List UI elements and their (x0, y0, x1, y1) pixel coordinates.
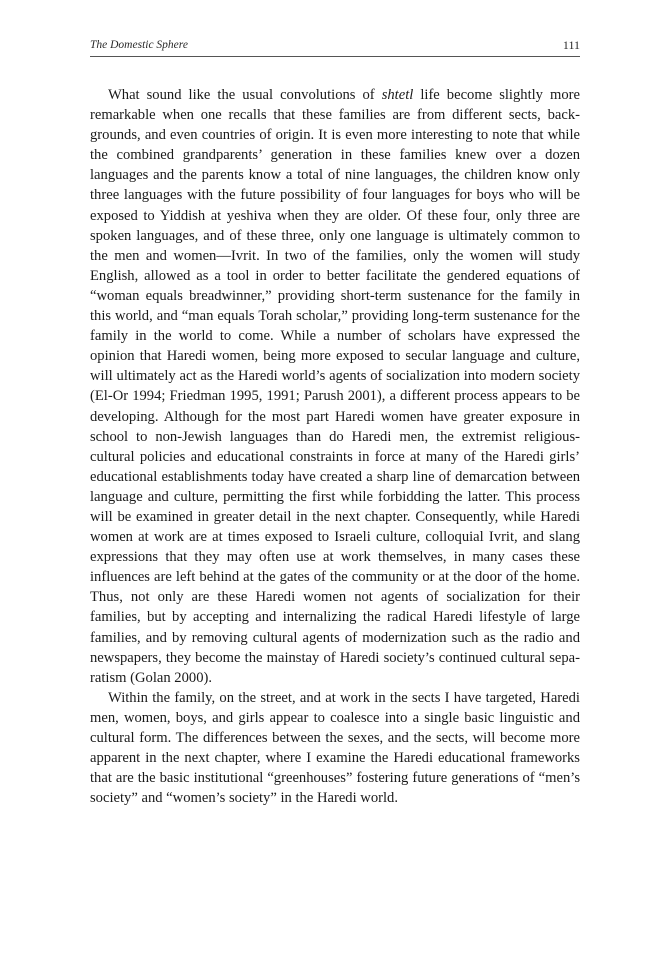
paragraph-1 (90, 85, 580, 688)
paragraph-2: Within the family, on the street, and at work in the sects I have targeted, Haredi men, women, boys, and girls appear to coalesce into a single basic linguistic and cultural form. The differences between the sexes, and the sects, will become more apparent in the next chapter, where I examine the Haredi educational frameworks that are the basic institutional “greenhouses” fostering future generations of “men’s society” and “women’s society” in the Haredi world. (90, 689, 580, 807)
page-number: 111 (562, 38, 580, 52)
paragraph-1-lead: What sound like the usual convolutions of (108, 87, 382, 103)
paragraph-1-body: life become slightly more remarkable when one recalls that these families are from different sects, backgrounds, and even countries of origin. It is even more interesting to note that while the combined grandparents’ generation in these families knew over a dozen languages and the parents know a total of nine languages, the children know only three languages with the future possibility of four languages for boys who will be exposed to Yiddish at yeshiva when they are older. Of these four, only three are spoken languages, and of these three, only one language is ultimately common to the men and women—Ivrit. In two of the families, only the women will study English, allowed as a tool in order to better facilitate the gendered equations of “woman equals breadwinner,” providing short-term sustenance for the family in this world, and “man equals Torah scholar,” providing long-term sustenance for the family in the world to come. While a number of scholars have expressed the opinion that Haredi women, being more exposed to secular language and culture, will ultimately act as the Haredi world’s agents of socialization into modern society (El-Or 1994; Friedman 1995, 1991; Parush 2001), a different process appears to be developing. Although for the most part Haredi women have greater exposure in school to non-Jewish languages than do Haredi men, the extremist religious-cultural policies and educational constraints in force at many of the Haredi girls’ educational establishments today have created a sharp line of demarcation between language and culture, permitting the first while forbidding the latter. This process will be examined in greater detail in the next chapter. Consequently, while Haredi women at work are at times exposed to Israeli culture, colloquial Ivrit, and slang expressions that they may often use at work themselves, in many cases these influences are left behind at the gates of the community or at the door of the home. Thus, not only are these Haredi women not agents of socialization for their families, but by accepting and internalizing the radical Haredi lifestyle of large families, and by removing cultural agents of modernization such as the radio and newspapers, they become the mainstay of Haredi society’s continued cultural separatism (Golan 2000). (90, 87, 580, 686)
body-text (90, 85, 580, 808)
running-head-title: The Domestic Sphere (90, 39, 188, 51)
italic-term-shtetl: shtetl (381, 87, 414, 103)
running-head (90, 38, 580, 57)
